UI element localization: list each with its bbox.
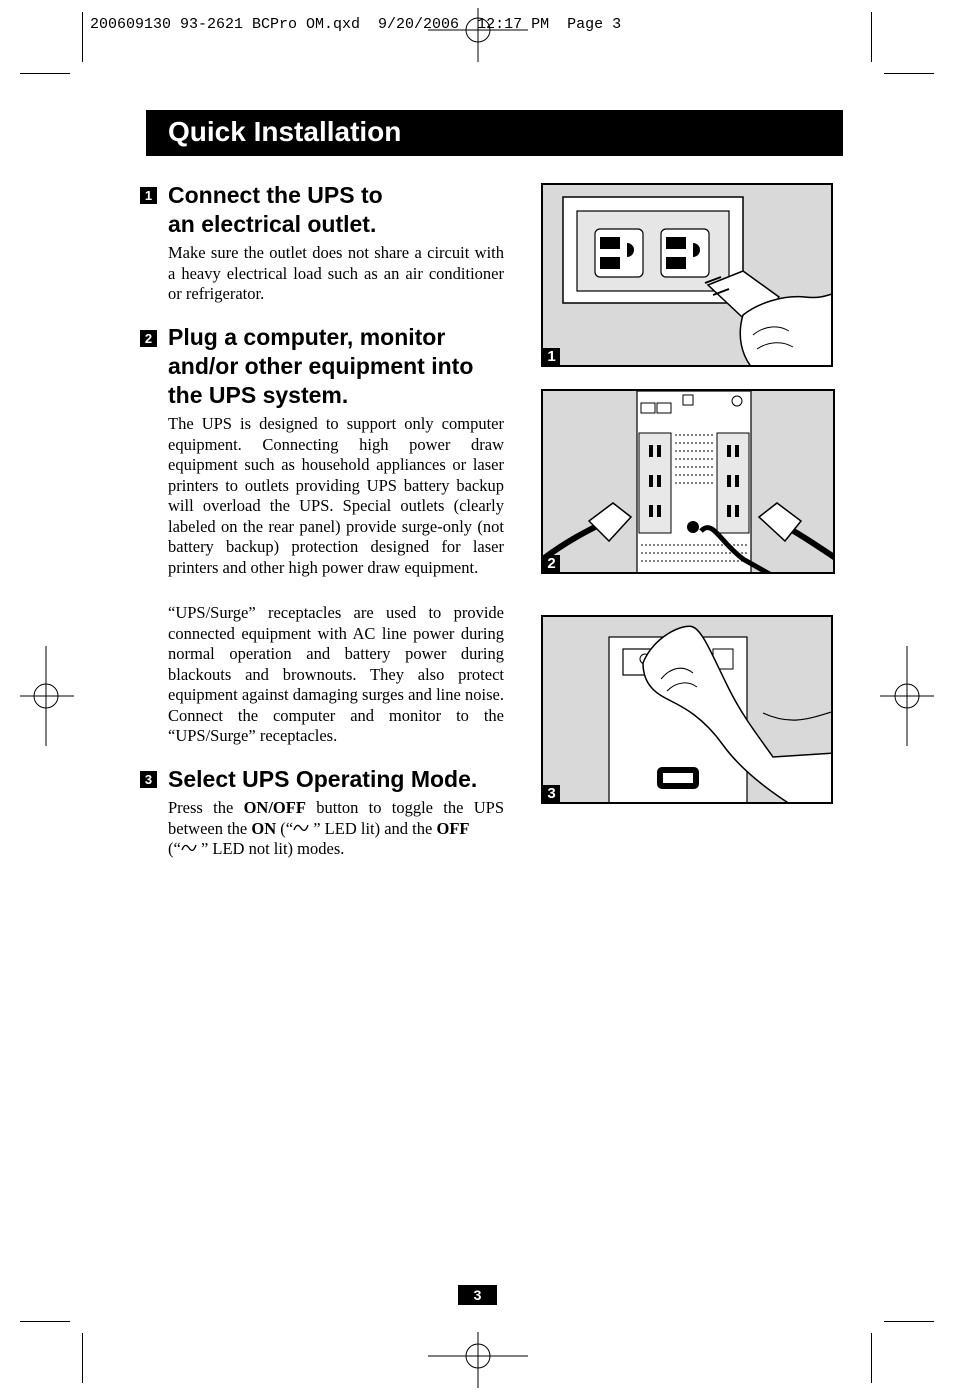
step-3-number: 3 bbox=[141, 772, 156, 787]
step-3-paragraph: Press the ON/OFF button to toggle the UPS between the ON (“ ” LED lit) and the OFF (“ ” LED not lit) modes. bbox=[168, 798, 505, 858]
figure-2-ups-rear-panel bbox=[541, 389, 835, 574]
step-3-heading: Select UPS Operating Mode. bbox=[168, 766, 478, 792]
registration-mark-right-icon bbox=[880, 646, 934, 746]
figure-1-wall-outlet bbox=[541, 183, 833, 367]
figure-3-label: 3 bbox=[543, 785, 560, 802]
ac-sine-wave-icon bbox=[181, 841, 197, 855]
step-1-heading: Connect the UPS to an electrical outlet. bbox=[168, 182, 383, 237]
step-1-paragraph: Make sure the outlet does not share a circuit with a heavy electrical load such as an air conditioner or refrigerator. bbox=[168, 243, 504, 303]
figure-1-label: 1 bbox=[543, 348, 560, 365]
registration-mark-bottom-icon bbox=[428, 1332, 528, 1388]
print-slug: 200609130 93-2621 BCPro OM.qxd 9/20/2006 12:17 PM Page 3 bbox=[90, 16, 622, 33]
step-2-paragraph-2: “UPS/Surge” receptacles are used to provide connected equipment with AC line power during normal operation and battery power during blackouts and brownouts. They also protect equipment against damaging surges and line noise. Connect the computer and monitor to the “UPS/Surge” receptacles. bbox=[168, 603, 504, 745]
figure-3-power-button bbox=[541, 615, 833, 804]
ac-sine-wave-icon bbox=[293, 821, 309, 835]
step-1-number: 1 bbox=[141, 188, 156, 203]
step-2-number: 2 bbox=[141, 331, 156, 346]
power-button-press-icon bbox=[543, 617, 833, 804]
ups-rear-panel-icon bbox=[543, 391, 835, 574]
page-title: Quick Installation bbox=[168, 116, 402, 147]
section-banner bbox=[146, 110, 843, 156]
registration-mark-left-icon bbox=[20, 646, 74, 746]
step-2-paragraph-1: The UPS is designed to support only computer equipment. Connecting high power draw equipment such as household appliances or laser printers to outlets providing UPS battery backup will overload the UPS. Special outlets (clearly labeled on the rear panel) provide surge-only (not battery backup) protection designed for laser printers and other high power draw equipment. bbox=[168, 414, 504, 577]
page-number: 3 bbox=[458, 1285, 497, 1305]
step-2-heading: Plug a computer, monitor and/or other equipment into the UPS system. bbox=[168, 324, 474, 408]
figure-2-label: 2 bbox=[543, 555, 560, 572]
registration-mark-top-icon bbox=[428, 8, 528, 62]
wall-outlet-plug-icon bbox=[543, 185, 833, 367]
